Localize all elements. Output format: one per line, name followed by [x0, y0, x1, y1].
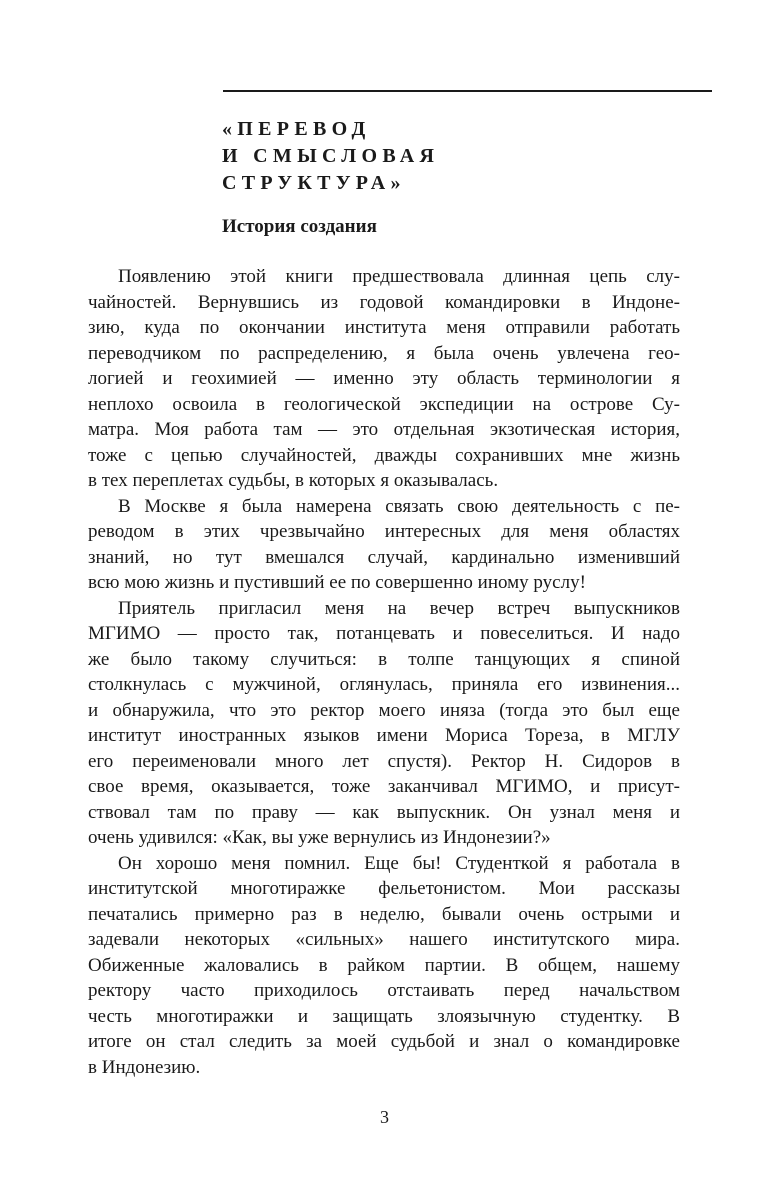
text-line: Он хорошо меня помнил. Еще бы! Студенткой я работала в [118, 852, 680, 874]
text-line: МГИМО — просто так, потанцевать и повеселиться. И надо [88, 623, 680, 644]
text-line: неплохо освоила в геологической экспедиции на острове Су- [88, 393, 680, 415]
text-line: логией и геохимией — именно эту область терминологии я [88, 368, 680, 389]
text-line: зию, куда по окончании института меня отправили работать [88, 317, 680, 338]
text-line: Приятель пригласил меня на вечер встреч выпускников [118, 597, 680, 619]
chapter-top-rule [223, 90, 712, 92]
text-line: матра. Моя работа там — это отдельная экзотическая история, [88, 419, 680, 440]
chapter-title-line: «ПЕРЕВОД [222, 118, 371, 140]
text-line: в Индонезию. [88, 1056, 201, 1078]
text-line: тоже с цепью случайностей, дважды сохранивших мне жизнь [88, 444, 680, 466]
page-number: 3 [380, 1107, 389, 1127]
text-line: ствовал там по праву — как выпускник. Он узнал меня и [88, 801, 680, 823]
text-line: Появлению этой книги предшествовала длинная цепь слу- [118, 266, 680, 287]
text-line: же было такому случиться: в толпе танцующих я спиной [88, 648, 680, 670]
section-heading: История создания [222, 216, 377, 237]
text-line: чайностей. Вернувшись из годовой командировки в Индоне- [88, 291, 680, 313]
text-line: итоге он стал следить за моей судьбой и знал о командировке [88, 1031, 680, 1052]
text-line: переводчиком по распределению, я была очень увлечена гео- [88, 342, 680, 364]
text-line: институт иностранных языков имени Мориса Тореза, в МГЛУ [88, 725, 680, 746]
text-line: реводом в этих чрезвычайно интересных для меня областях [88, 521, 680, 542]
text-line: институтской многотиражке фельетонистом. Мои рассказы [88, 878, 680, 899]
text-line: свое время, оказывается, тоже заканчивал МГИМО, и присут- [88, 776, 680, 797]
chapter-title [222, 116, 439, 197]
text-line: очень удивился: «Как, вы уже вернулись из Индонезии?» [88, 827, 551, 848]
text-line: и обнаружила, что это ректор моего иняза (тогда это был еще [88, 699, 680, 721]
text-line: честь многотиражки и защищать злоязычную студентку. В [88, 1005, 680, 1027]
chapter-title-line: И СМЫСЛОВАЯ [222, 145, 440, 167]
text-line: В Москве я была намерена связать свою деятельность с пе- [118, 495, 680, 517]
text-line: задевали некоторых «сильных» нашего институтского мира. [88, 929, 680, 950]
text-line: в тех переплетах судьбы, в которых я оказывалась. [88, 470, 499, 491]
text-line: Обиженные жаловались в райком партии. В общем, нашему [88, 954, 680, 976]
body-text [88, 264, 680, 1080]
text-line: его переименовали много лет спустя). Ректор Н. Сидоров в [88, 750, 680, 772]
text-line: столкнулась с мужчиной, оглянулась, приняла его извинения... [88, 674, 680, 695]
text-line: ректору часто приходилось отстаивать перед начальством [88, 980, 680, 1001]
text-line: всю мою жизнь и пустивший ее по совершенно иному руслу! [88, 572, 586, 593]
text-line: печатались примерно раз в неделю, бывали очень острыми и [88, 903, 680, 925]
text-line: знаний, но тут вмешался случай, кардинально изменивший [88, 546, 680, 568]
chapter-title-line: СТРУКТУРА» [222, 172, 406, 194]
